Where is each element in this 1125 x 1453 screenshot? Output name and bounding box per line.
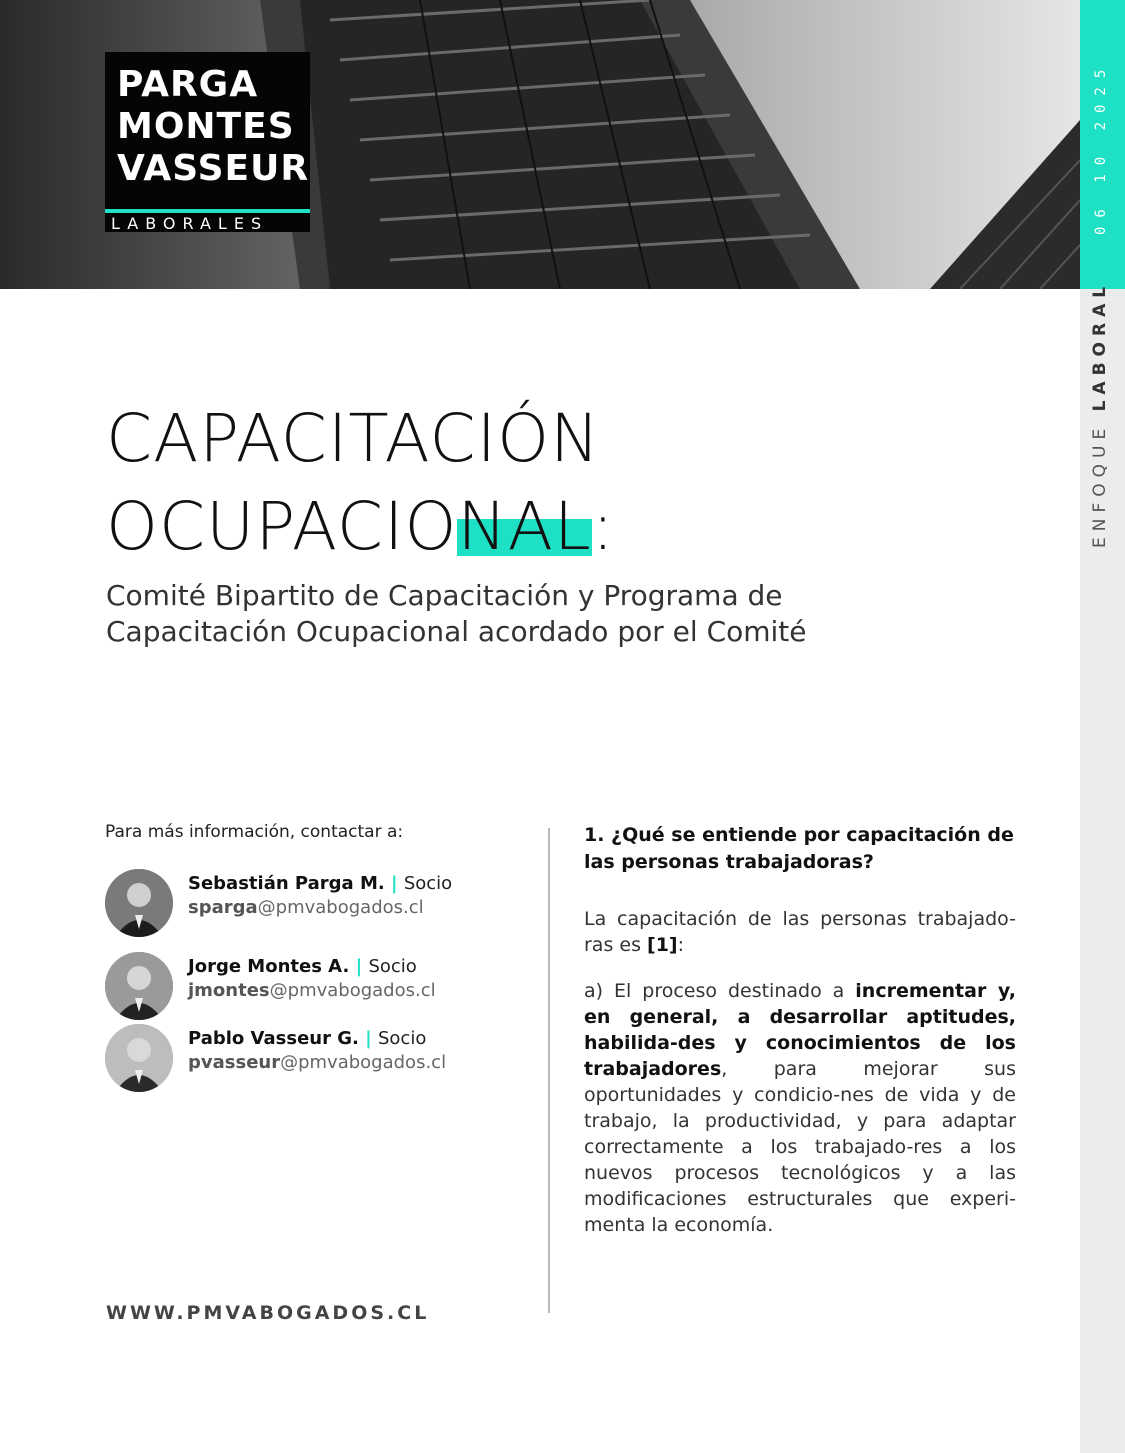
avatar <box>105 1024 173 1092</box>
section-label-prefix: ENFOQUE <box>1090 422 1110 548</box>
contact-name: Jorge Montes A. | Socio <box>188 956 417 977</box>
contact-label: Para más información, contactar a: <box>105 822 404 842</box>
brand-accent-bar <box>105 209 310 213</box>
title-line-2 <box>106 483 615 571</box>
footnote-ref[interactable]: [1] <box>647 934 678 956</box>
avatar <box>105 869 173 937</box>
avatar <box>105 952 173 1020</box>
page-title <box>106 395 615 571</box>
contact-name: Sebastián Parga M. | Socio <box>188 873 453 894</box>
subtitle-line-2: Capacitación Ocupacional acordado por el Comité <box>106 615 807 648</box>
title-highlight: NAL <box>457 488 592 565</box>
contact-card <box>105 869 525 937</box>
brand-logo <box>105 52 310 232</box>
website-link[interactable]: WWW.PMVABOGADOS.CL <box>106 1302 430 1324</box>
column-divider <box>548 828 550 1313</box>
contact-email[interactable]: sparga@pmvabogados.cl <box>188 897 424 918</box>
article-paragraph-1: La capacitación de las personas trabajado-ras es [1]: <box>584 908 1016 956</box>
contact-email[interactable]: pvasseur@pmvabogados.cl <box>188 1052 447 1073</box>
brand-line-1: PARGA <box>117 64 259 105</box>
contact-name: Pablo Vasseur G. | Socio <box>188 1028 427 1049</box>
section-label <box>1090 281 1110 548</box>
article-column <box>584 822 1016 1258</box>
contact-card <box>105 952 525 1020</box>
title-line-2-plain: OCUPACIO <box>106 488 458 565</box>
brand-tagline: LABORALES <box>111 214 269 233</box>
side-strip <box>1080 0 1125 1453</box>
issue-date: 06 10 2025 <box>1093 60 1109 235</box>
title-colon: : <box>591 488 615 565</box>
header-banner <box>0 0 1080 289</box>
page-subtitle <box>106 578 1006 650</box>
contact-card <box>105 1024 525 1092</box>
title-line-1: CAPACITACIÓN <box>106 400 601 477</box>
section-label-bold: LABORAL <box>1090 280 1110 412</box>
article-paragraph-2: a) El proceso destinado a incrementar y, en general, a desarrollar aptitudes, habilida-des y conocimientos de los trabajadores, para mejorar sus oportunidades y condicio-nes de vida y de trabajo, la productividad, y para adaptar correctamente a los trabajado-res a los nuevos procesos tecnológicos y a las modificaciones estructurales que experi-menta la economía. <box>584 980 1016 1236</box>
date-strip <box>1080 0 1125 289</box>
contact-email[interactable]: jmontes@pmvabogados.cl <box>188 980 436 1001</box>
article-heading: 1. ¿Qué se entiende por capacitación de las personas trabajadoras? <box>584 824 1014 873</box>
brand-line-2: MONTES <box>117 106 295 147</box>
subtitle-line-1: Comité Bipartito de Capacitación y Programa de <box>106 579 783 612</box>
brand-line-3: VASSEUR <box>117 148 310 189</box>
